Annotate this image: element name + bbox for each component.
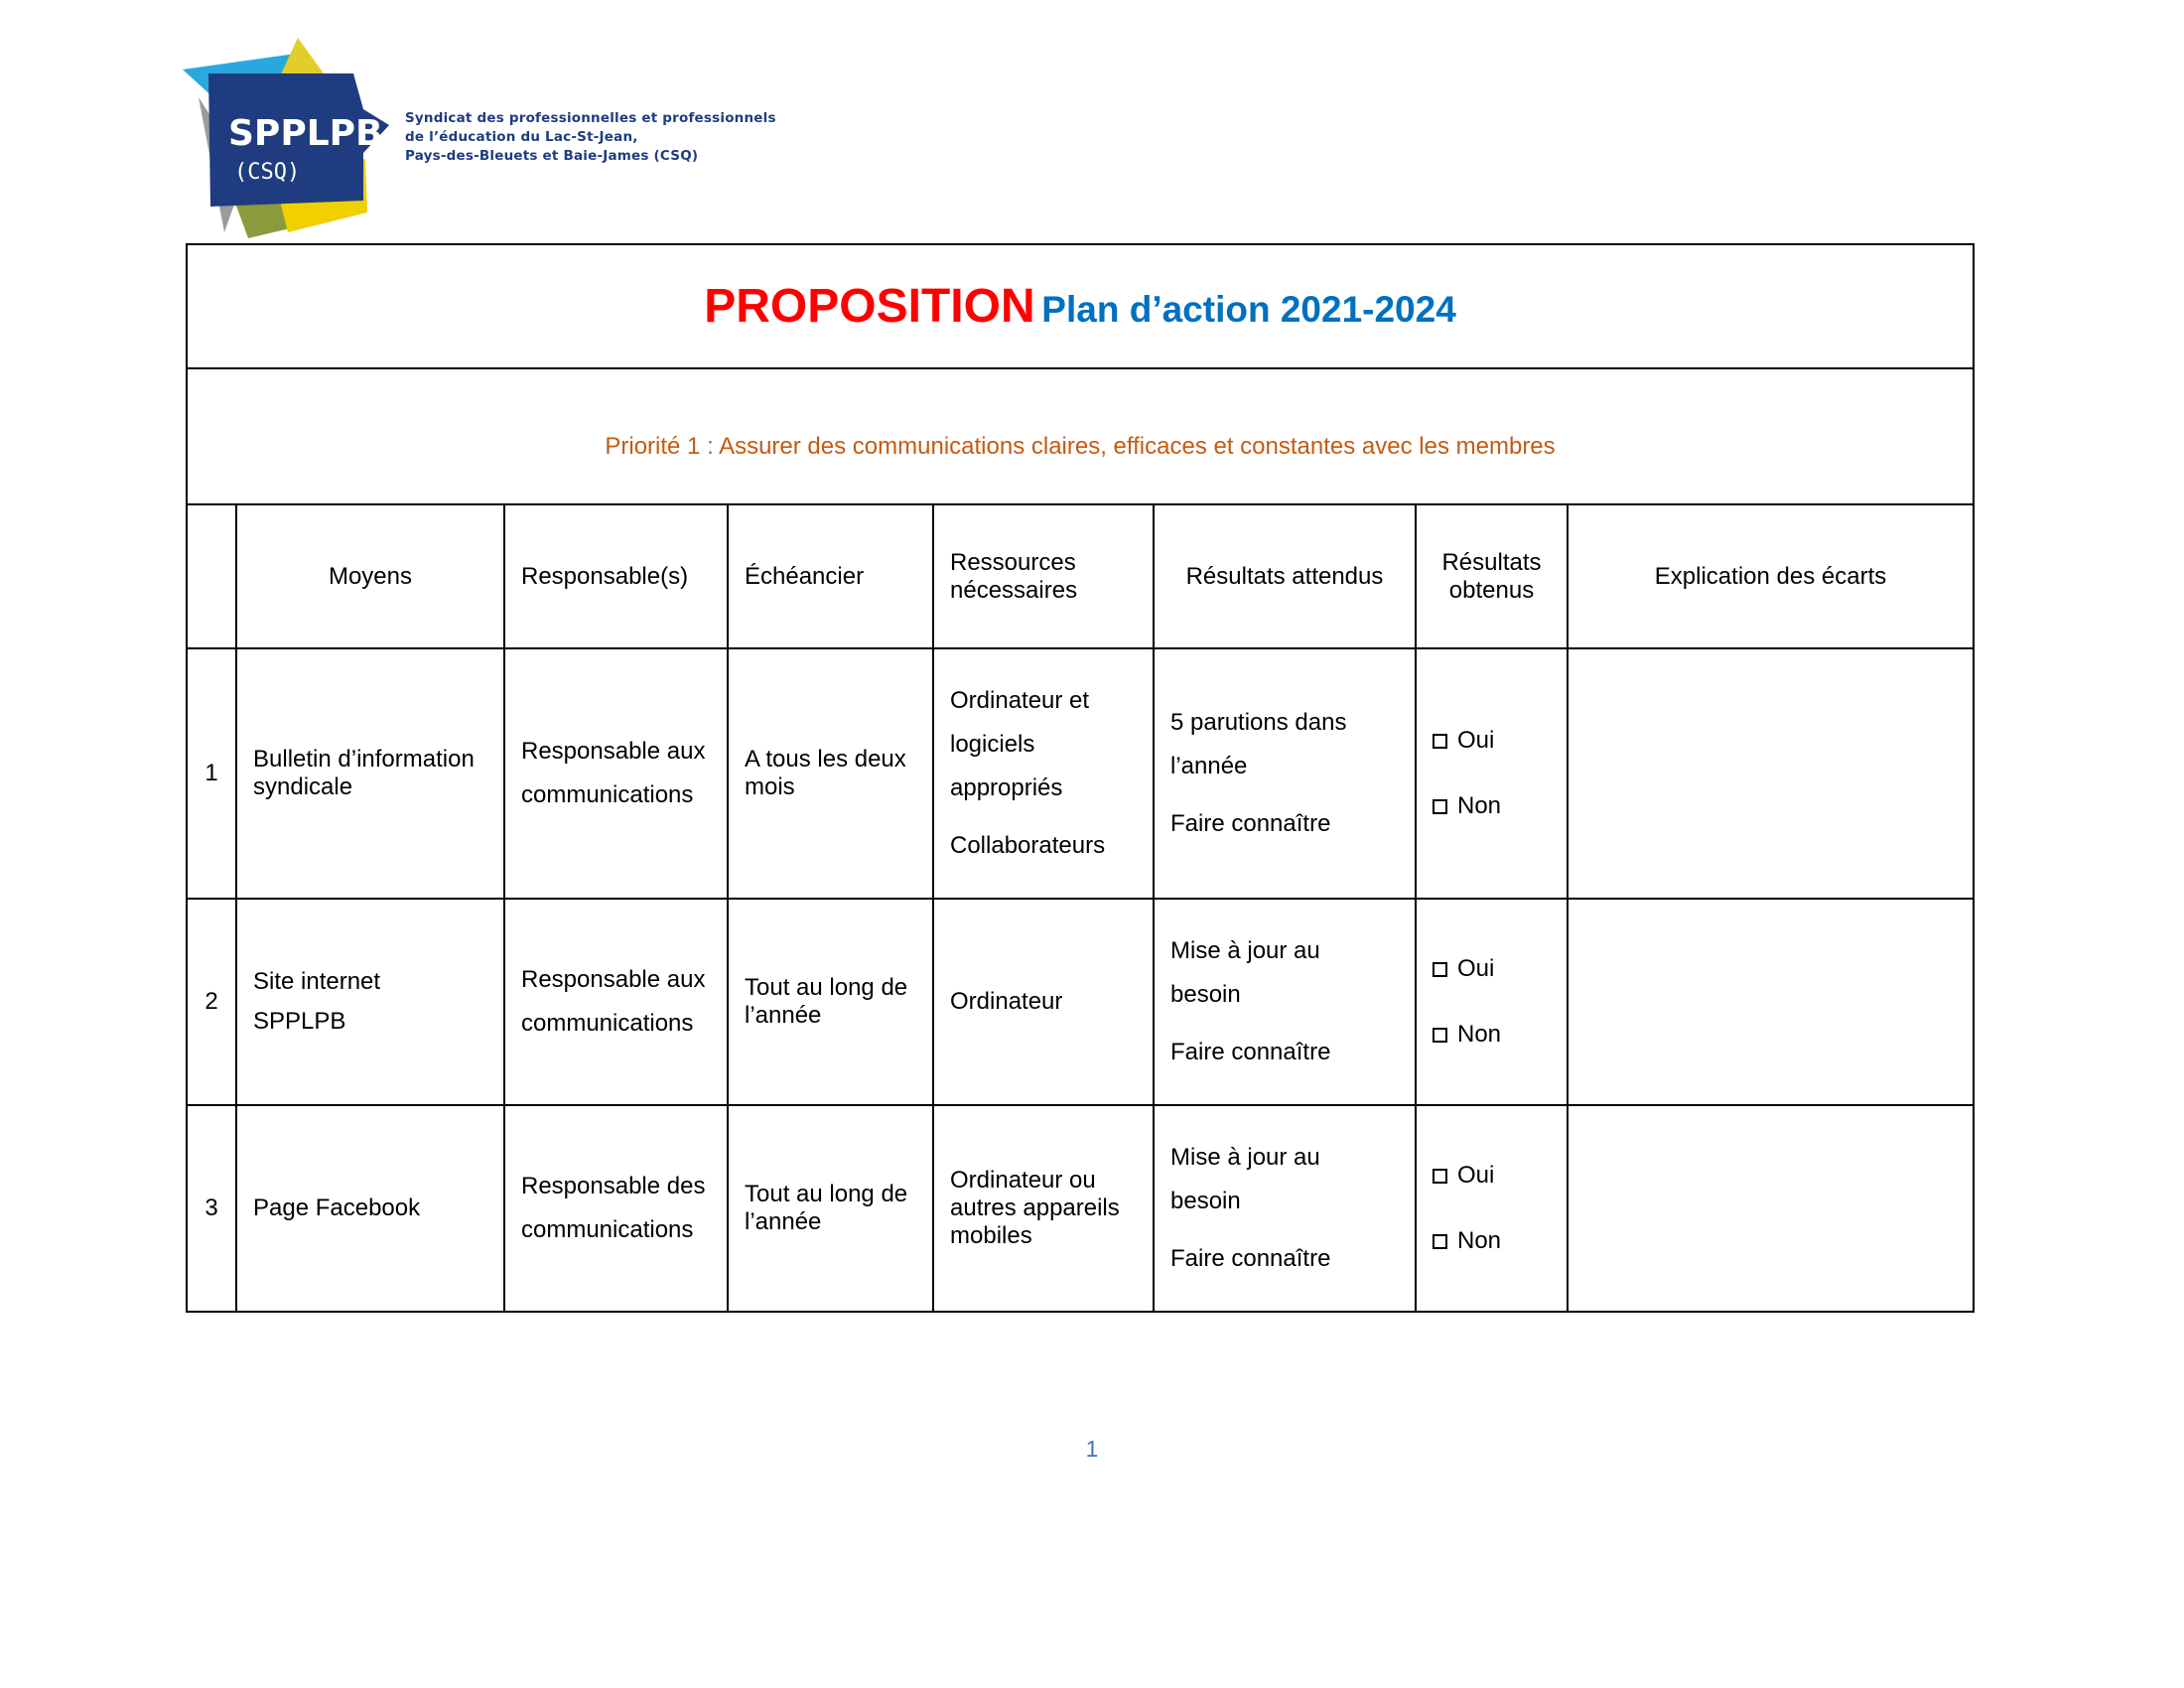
cell-responsable: Responsable des communications bbox=[504, 1105, 728, 1312]
cell-ressources: Ordinateur ou autres appareils mobiles bbox=[933, 1105, 1154, 1312]
header-resultats-obtenus: Résultats obtenus bbox=[1416, 504, 1568, 648]
checkbox-oui[interactable]: Oui bbox=[1433, 1143, 1561, 1208]
cell-responsable: Responsable aux communications bbox=[504, 899, 728, 1105]
cell-resultats-attendus: Mise à jour au besoin Faire connaître bbox=[1154, 1105, 1416, 1312]
cell-explication bbox=[1568, 648, 1974, 899]
row-number: 2 bbox=[187, 899, 236, 1105]
header-echeancier: Échéancier bbox=[728, 504, 933, 648]
cell-explication bbox=[1568, 1105, 1974, 1312]
header-responsables: Responsable(s) bbox=[504, 504, 728, 648]
cell-moyens: Site internet SPPLPB bbox=[236, 899, 504, 1105]
cell-explication bbox=[1568, 899, 1974, 1105]
checkbox-non[interactable]: Non bbox=[1433, 1002, 1561, 1067]
row-number: 3 bbox=[187, 1105, 236, 1312]
cell-resultats-obtenus bbox=[1416, 899, 1568, 1105]
cell-echeancier: A tous les deux mois bbox=[728, 648, 933, 899]
cell-ressources: Ordinateur bbox=[933, 899, 1154, 1105]
title-plan: Plan d’action 2021-2024 bbox=[1041, 289, 1456, 330]
cell-resultats-attendus: 5 parutions dans l’année Faire connaître bbox=[1154, 648, 1416, 899]
cell-moyens: Page Facebook bbox=[236, 1105, 504, 1312]
title-proposition: PROPOSITION bbox=[704, 280, 1035, 333]
header-ressources: Ressources nécessaires bbox=[933, 504, 1154, 648]
checkbox-icon[interactable] bbox=[1433, 734, 1447, 749]
priority-heading: Priorité 1 : Assurer des communications claires, efficaces et constantes avec les membres bbox=[187, 368, 1974, 504]
page-number: 1 bbox=[1085, 1436, 1099, 1462]
svg-text:(CSQ): (CSQ) bbox=[234, 160, 301, 185]
spplpb-logo-icon bbox=[179, 34, 407, 242]
checkbox-oui[interactable]: Oui bbox=[1433, 936, 1561, 1002]
table-row bbox=[187, 899, 1974, 1105]
checkbox-icon[interactable] bbox=[1433, 962, 1447, 977]
header-resultats-attendus: Résultats attendus bbox=[1154, 504, 1416, 648]
checkbox-oui[interactable]: Oui bbox=[1433, 708, 1561, 774]
header-num bbox=[187, 504, 236, 648]
cell-responsable: Responsable aux communications bbox=[504, 648, 728, 899]
header-moyens: Moyens bbox=[236, 504, 504, 648]
table-header-row bbox=[187, 504, 1974, 648]
checkbox-non[interactable]: Non bbox=[1433, 1208, 1561, 1274]
checkbox-non[interactable]: Non bbox=[1433, 774, 1561, 839]
document-title bbox=[187, 244, 1974, 368]
organization-name: Syndicat des professionnelles et professionnels de l’éducation du Lac-St-Jean, Pays-des-Bleuets et Baie-James (CSQ) bbox=[405, 110, 776, 164]
row-number: 1 bbox=[187, 648, 236, 899]
header-explication: Explication des écarts bbox=[1568, 504, 1974, 648]
cell-echeancier: Tout au long de l’année bbox=[728, 1105, 933, 1312]
cell-moyens: Bulletin d’information syndicale bbox=[236, 648, 504, 899]
cell-resultats-obtenus bbox=[1416, 648, 1568, 899]
checkbox-icon[interactable] bbox=[1433, 1169, 1447, 1184]
checkbox-icon[interactable] bbox=[1433, 1234, 1447, 1249]
header-logo bbox=[179, 34, 774, 242]
cell-resultats-obtenus bbox=[1416, 1105, 1568, 1312]
table-row bbox=[187, 648, 1974, 899]
table-row bbox=[187, 1105, 1974, 1312]
svg-text:SPPLPB: SPPLPB bbox=[228, 113, 383, 154]
cell-resultats-attendus: Mise à jour au besoin Faire connaître bbox=[1154, 899, 1416, 1105]
checkbox-icon[interactable] bbox=[1433, 799, 1447, 814]
action-plan-table bbox=[186, 243, 1975, 1313]
checkbox-icon[interactable] bbox=[1433, 1028, 1447, 1043]
cell-ressources: Ordinateur et logiciels appropriés Collaborateurs bbox=[933, 648, 1154, 899]
cell-echeancier: Tout au long de l’année bbox=[728, 899, 933, 1105]
